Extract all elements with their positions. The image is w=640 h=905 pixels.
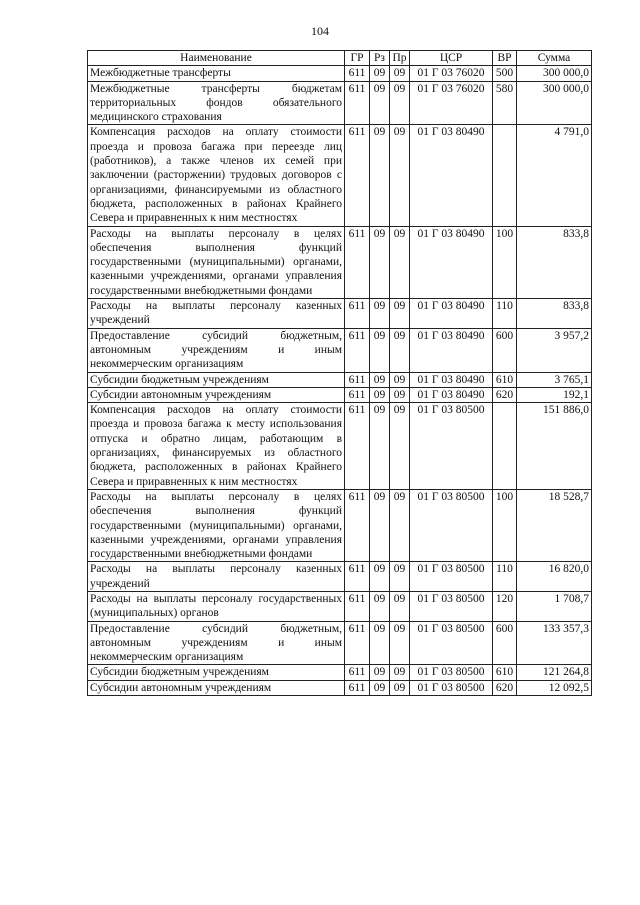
row-name: Межбюджетные трансферты <box>88 66 345 81</box>
row-vr: 610 <box>493 665 517 680</box>
row-pr: 09 <box>390 125 410 226</box>
row-name: Компенсация расходов на оплату стоимости проезда и провоза багажа к месту использования отпуска и обратно лицам, работающим в организациях, финансируемых из областного бюджета, расположенных в районах Крайнего Севера и приравненных к ним местностях <box>88 403 345 490</box>
row-pr: 09 <box>390 562 410 592</box>
column-header-pr: Пр <box>390 51 410 66</box>
row-rz: 09 <box>370 125 390 226</box>
row-gr: 611 <box>345 387 370 402</box>
row-vr: 120 <box>493 591 517 621</box>
row-rz: 09 <box>370 489 390 561</box>
row-name: Субсидии бюджетным учреждениям <box>88 665 345 680</box>
table-row <box>88 621 592 665</box>
row-gr: 611 <box>345 665 370 680</box>
budget-table <box>87 50 592 696</box>
row-sum: 1 708,7 <box>517 591 592 621</box>
table-row <box>88 562 592 592</box>
row-sum: 833,8 <box>517 226 592 298</box>
row-vr <box>493 403 517 490</box>
row-csr: 01 Г 03 80500 <box>410 621 493 665</box>
row-pr: 09 <box>390 621 410 665</box>
row-sum: 121 264,8 <box>517 665 592 680</box>
column-header-gr: ГР <box>345 51 370 66</box>
row-csr: 01 Г 03 80500 <box>410 665 493 680</box>
row-name: Предоставление субсидий бюджетным, автономным учреждениям и иным некоммерческим организациям <box>88 328 345 372</box>
row-name: Расходы на выплаты персоналу казенных учреждений <box>88 299 345 329</box>
row-gr: 611 <box>345 299 370 329</box>
row-rz: 09 <box>370 299 390 329</box>
row-csr: 01 Г 03 80490 <box>410 125 493 226</box>
table-row <box>88 81 592 125</box>
row-vr: 600 <box>493 328 517 372</box>
row-sum: 300 000,0 <box>517 81 592 125</box>
column-header-rz: Рз <box>370 51 390 66</box>
table-row <box>88 299 592 329</box>
row-vr: 100 <box>493 489 517 561</box>
row-pr: 09 <box>390 66 410 81</box>
row-pr: 09 <box>390 328 410 372</box>
row-pr: 09 <box>390 489 410 561</box>
row-rz: 09 <box>370 591 390 621</box>
table-row <box>88 387 592 402</box>
column-header-csr: ЦСР <box>410 51 493 66</box>
row-rz: 09 <box>370 372 390 387</box>
row-sum: 300 000,0 <box>517 66 592 81</box>
row-pr: 09 <box>390 403 410 490</box>
row-csr: 01 Г 03 80490 <box>410 299 493 329</box>
row-gr: 611 <box>345 125 370 226</box>
row-rz: 09 <box>370 665 390 680</box>
row-gr: 611 <box>345 328 370 372</box>
table-row <box>88 489 592 561</box>
row-name: Межбюджетные трансферты бюджетам территориальных фондов обязательного медицинского страхования <box>88 81 345 125</box>
row-rz: 09 <box>370 680 390 695</box>
column-header-vr: ВР <box>493 51 517 66</box>
row-csr: 01 Г 03 80500 <box>410 562 493 592</box>
row-gr: 611 <box>345 591 370 621</box>
row-name: Расходы на выплаты персоналу государственных (муниципальных) органов <box>88 591 345 621</box>
row-gr: 611 <box>345 226 370 298</box>
row-name: Компенсация расходов на оплату стоимости проезда и провоза багажа при переезде лиц (работников), а также членов их семей при заключении (расторжении) трудовых договоров с организациями, финансируемыми из областного бюджета, расположенных в районах Крайнего Севера и приравненных к ним местностях <box>88 125 345 226</box>
table-row <box>88 591 592 621</box>
row-name: Расходы на выплаты персоналу в целях обеспечения выполнения функций государственными (муниципальными) органами, казенными учреждениями, органами управления государственными внебюджетными фондами <box>88 226 345 298</box>
page-number: 104 <box>311 24 329 38</box>
row-csr: 01 Г 03 76020 <box>410 81 493 125</box>
row-rz: 09 <box>370 226 390 298</box>
row-sum: 12 092,5 <box>517 680 592 695</box>
row-sum: 3 957,2 <box>517 328 592 372</box>
row-vr: 110 <box>493 299 517 329</box>
table-row <box>88 125 592 226</box>
row-csr: 01 Г 03 80490 <box>410 226 493 298</box>
row-gr: 611 <box>345 562 370 592</box>
table-row <box>88 665 592 680</box>
row-rz: 09 <box>370 621 390 665</box>
column-header-sum: Сумма <box>517 51 592 66</box>
table-row <box>88 226 592 298</box>
row-rz: 09 <box>370 66 390 81</box>
row-rz: 09 <box>370 403 390 490</box>
row-vr: 610 <box>493 372 517 387</box>
row-sum: 4 791,0 <box>517 125 592 226</box>
row-csr: 01 Г 03 80490 <box>410 372 493 387</box>
row-sum: 16 820,0 <box>517 562 592 592</box>
row-name: Предоставление субсидий бюджетным, автономным учреждениям и иным некоммерческим организациям <box>88 621 345 665</box>
row-vr <box>493 125 517 226</box>
row-name: Субсидии автономным учреждениям <box>88 680 345 695</box>
row-csr: 01 Г 03 80500 <box>410 403 493 490</box>
row-pr: 09 <box>390 372 410 387</box>
row-csr: 01 Г 03 80490 <box>410 387 493 402</box>
row-sum: 18 528,7 <box>517 489 592 561</box>
row-name: Расходы на выплаты персоналу казенных учреждений <box>88 562 345 592</box>
row-vr: 580 <box>493 81 517 125</box>
row-sum: 192,1 <box>517 387 592 402</box>
row-pr: 09 <box>390 387 410 402</box>
row-gr: 611 <box>345 680 370 695</box>
row-csr: 01 Г 03 80500 <box>410 489 493 561</box>
table-row <box>88 66 592 81</box>
row-sum: 833,8 <box>517 299 592 329</box>
row-gr: 611 <box>345 372 370 387</box>
table-row <box>88 372 592 387</box>
row-vr: 100 <box>493 226 517 298</box>
row-rz: 09 <box>370 81 390 125</box>
column-header-name: Наименование <box>88 51 345 66</box>
row-vr: 620 <box>493 387 517 402</box>
row-sum: 133 357,3 <box>517 621 592 665</box>
row-pr: 09 <box>390 680 410 695</box>
row-csr: 01 Г 03 80500 <box>410 680 493 695</box>
row-vr: 110 <box>493 562 517 592</box>
row-rz: 09 <box>370 328 390 372</box>
row-rz: 09 <box>370 387 390 402</box>
row-name: Субсидии автономным учреждениям <box>88 387 345 402</box>
table-row <box>88 680 592 695</box>
table-row <box>88 328 592 372</box>
row-gr: 611 <box>345 81 370 125</box>
row-gr: 611 <box>345 66 370 81</box>
row-pr: 09 <box>390 81 410 125</box>
row-csr: 01 Г 03 76020 <box>410 66 493 81</box>
row-name: Субсидии бюджетным учреждениям <box>88 372 345 387</box>
row-name: Расходы на выплаты персоналу в целях обеспечения выполнения функций государственными (муниципальными) органами, казенными учреждениями, органами управления государственными внебюджетными фондами <box>88 489 345 561</box>
row-csr: 01 Г 03 80490 <box>410 328 493 372</box>
table-row <box>88 403 592 490</box>
row-gr: 611 <box>345 403 370 490</box>
row-pr: 09 <box>390 591 410 621</box>
row-pr: 09 <box>390 665 410 680</box>
row-pr: 09 <box>390 299 410 329</box>
row-vr: 500 <box>493 66 517 81</box>
row-pr: 09 <box>390 226 410 298</box>
row-gr: 611 <box>345 621 370 665</box>
row-csr: 01 Г 03 80500 <box>410 591 493 621</box>
row-sum: 3 765,1 <box>517 372 592 387</box>
row-rz: 09 <box>370 562 390 592</box>
row-sum: 151 886,0 <box>517 403 592 490</box>
row-vr: 600 <box>493 621 517 665</box>
row-vr: 620 <box>493 680 517 695</box>
row-gr: 611 <box>345 489 370 561</box>
table-header-row <box>88 51 592 66</box>
